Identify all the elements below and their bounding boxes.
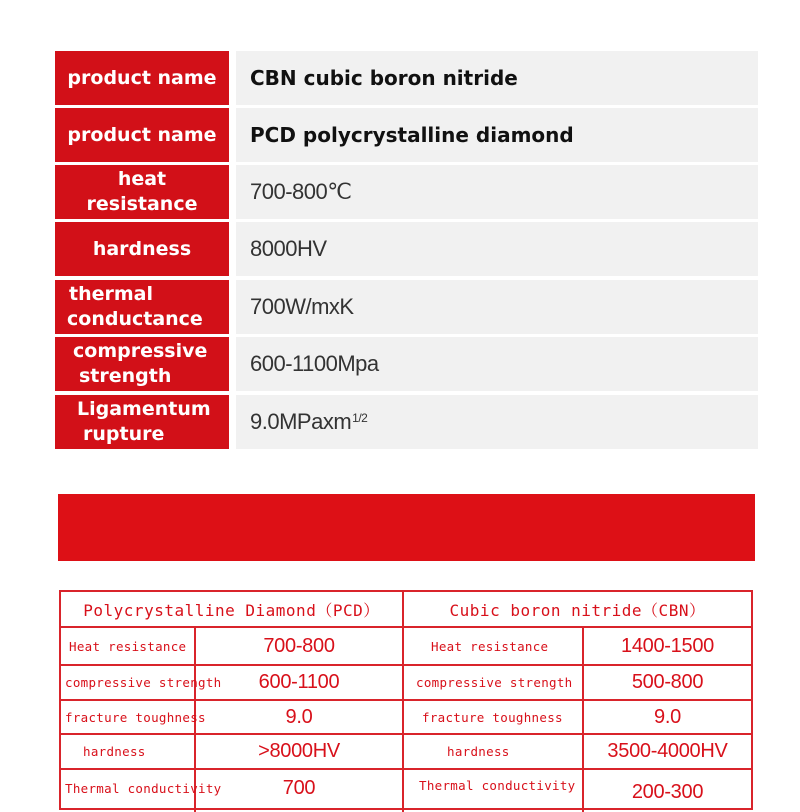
spec-value-exponent: 1/2 <box>352 411 368 425</box>
spec-row-compressive-strength <box>55 337 758 391</box>
spec-row-product-name-cbn <box>55 51 758 105</box>
spec-label-line: thermal <box>69 283 153 305</box>
cbn-label: hardness <box>447 744 510 759</box>
spec-label <box>55 280 229 334</box>
spec-label-line: rupture <box>83 423 165 445</box>
spec-row-hardness <box>55 222 758 276</box>
spec-label: heat resistance <box>55 165 229 219</box>
pcd-label: Heat resistance <box>69 638 187 654</box>
spec-value: 8000HV <box>236 222 758 276</box>
pcd-label: compressive strength <box>65 675 222 690</box>
spec-value: CBN cubic boron nitride <box>236 51 758 105</box>
spec-label-line: conductance <box>67 308 203 330</box>
cbn-label: Thermal conductivity <box>419 777 576 793</box>
cbn-label: compressive strength <box>416 675 573 690</box>
pcd-value: 600-1100 <box>258 671 340 693</box>
pcd-header: Polycrystalline Diamond（PCD） <box>83 600 380 620</box>
cbn-value: 500-800 <box>631 671 704 693</box>
spec-value <box>236 395 758 449</box>
spec-label: product name <box>55 51 229 105</box>
red-banner <box>58 494 755 561</box>
spec-row-thermal-conductance <box>55 280 758 334</box>
spec-value-base: 9.0MPaxm <box>250 409 352 434</box>
pcd-value: 9.0 <box>285 705 313 728</box>
pcd-label: hardness <box>83 744 146 759</box>
spec-label <box>55 395 229 449</box>
spec-label: product name <box>55 108 229 162</box>
cbn-label: Heat resistance <box>431 638 549 654</box>
comparison-table <box>59 590 753 810</box>
spec-label-line: compressive <box>73 340 208 362</box>
spec-label-line: Ligamentum <box>77 398 211 420</box>
spec-label: hardness <box>55 222 229 276</box>
spec-value: 700-800℃ <box>236 165 758 219</box>
cbn-header: Cubic boron nitride（CBN） <box>449 600 706 620</box>
spec-row-product-name-pcd <box>55 108 758 162</box>
cbn-value: 1400-1500 <box>621 634 714 657</box>
spec-label-line: strength <box>79 365 172 387</box>
spec-value: PCD polycrystalline diamond <box>236 108 758 162</box>
pcd-value: 700 <box>282 776 316 799</box>
cbn-value: 200-300 <box>631 780 704 803</box>
spec-value: 600-1100Mpa <box>236 337 758 391</box>
pcd-value: >8000HV <box>258 740 340 762</box>
spec-row-heat-resistance <box>55 165 758 219</box>
spec-value: 700W/mxK <box>236 280 758 334</box>
cbn-value: 9.0 <box>654 705 681 728</box>
pcd-label: fracture toughness <box>65 709 206 725</box>
cbn-value: 3500-4000HV <box>607 740 728 762</box>
pcd-label: Thermal conductivity <box>65 780 222 796</box>
pcd-value: 700-800 <box>263 634 335 657</box>
cbn-label: fracture toughness <box>422 709 563 725</box>
spec-label <box>55 337 229 391</box>
spec-row-ligamentum-rupture <box>55 395 758 449</box>
